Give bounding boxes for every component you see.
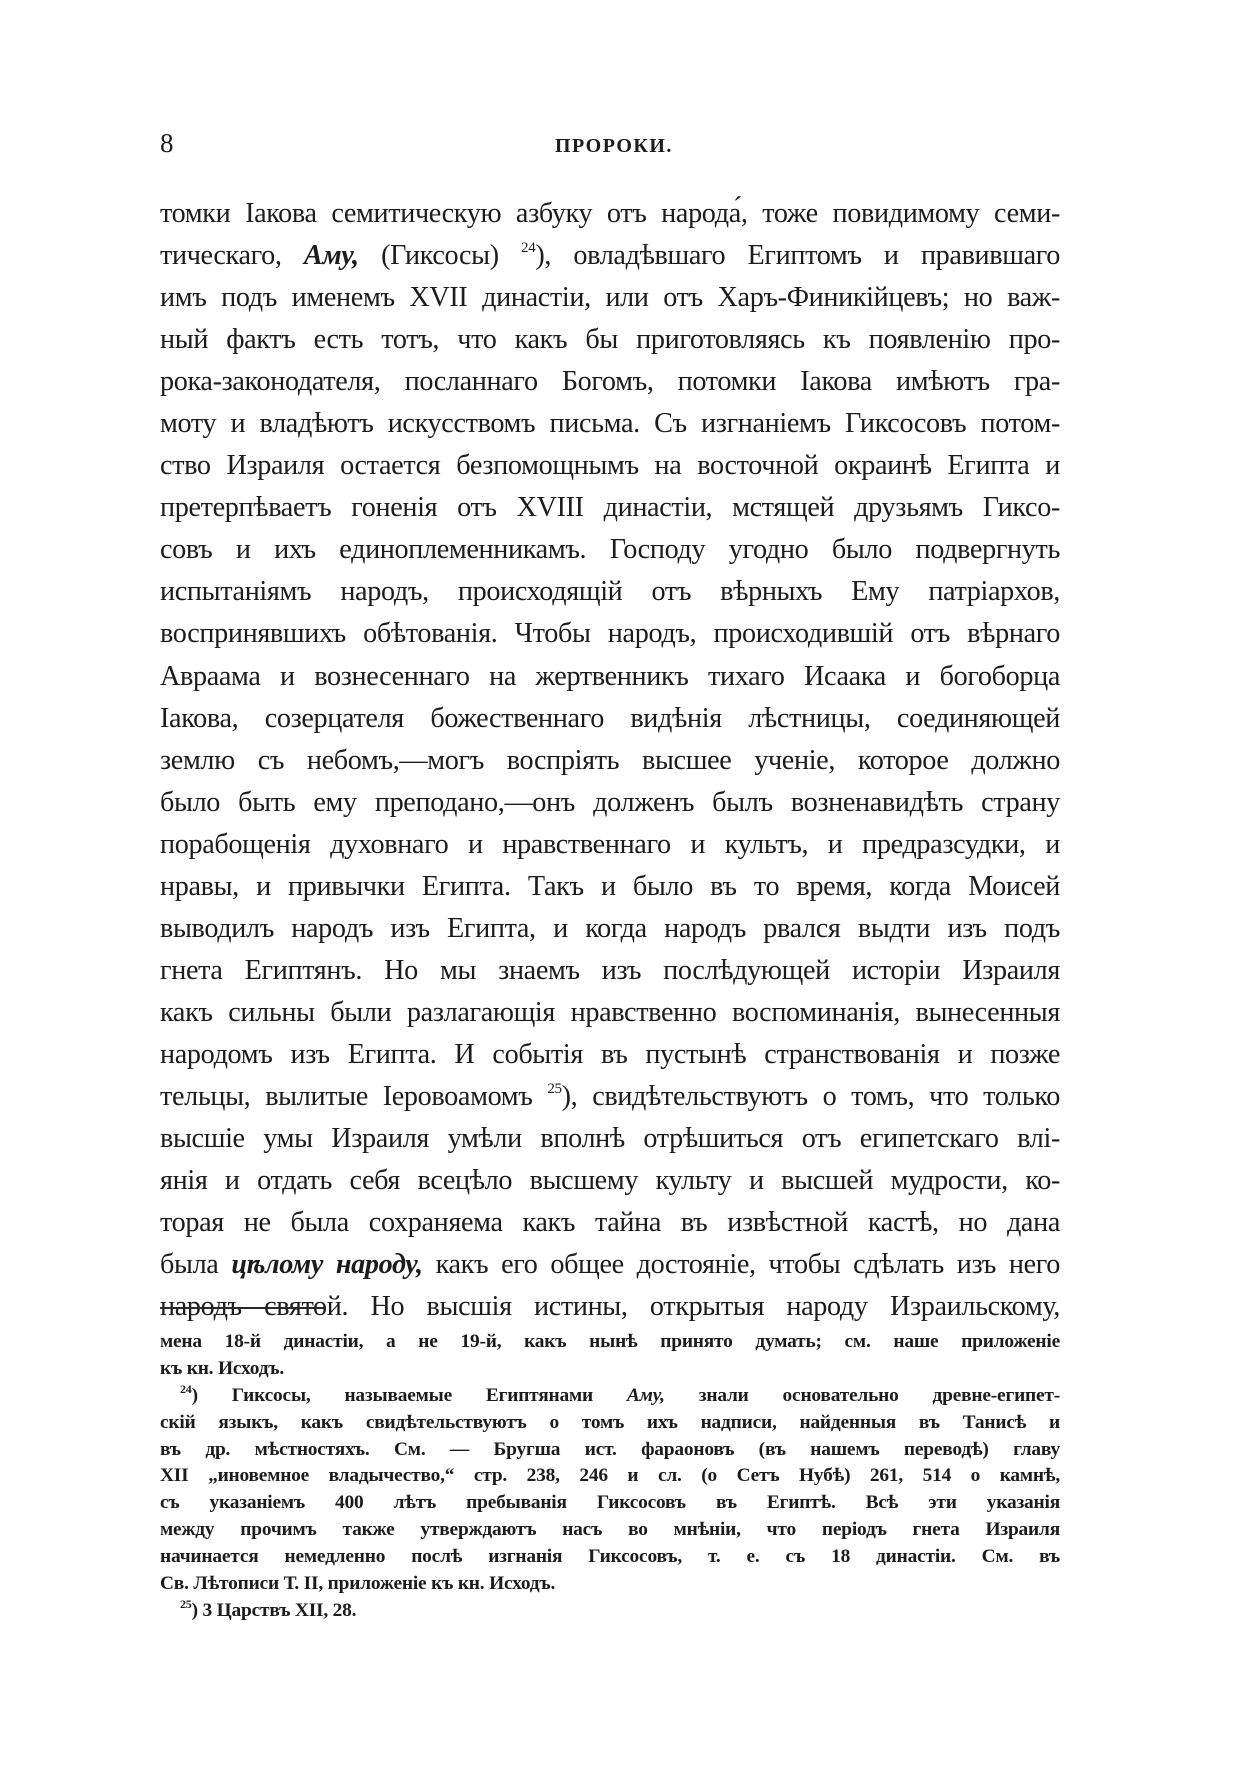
footnote-24-line-8: Св. Лѣтописи Т. II, приложеніе къ кн. Исходъ. <box>160 1573 556 1595</box>
text-line-24: янія и отдать себя всецѣло высшему культу и высшей мудрости, ко- <box>160 1165 1060 1197</box>
footnote-24-emphasis: Аму, <box>626 1384 665 1406</box>
text-line-23: высшіе умы Израиля умѣли вполнѣ отрѣшиться отъ египетскаго влі- <box>160 1123 1060 1155</box>
text-line-21: народомъ изъ Египта. И событія въ пустынѣ странствованія и позже <box>160 1038 1060 1070</box>
footnote-25-mark: 25 <box>180 1596 192 1611</box>
footnote-cont-line-1: мена 18-й династіи, а не 19-й, какъ нынѣ принято думать; см. наше приложеніе <box>160 1331 1060 1352</box>
main-text <box>160 193 1060 1328</box>
text-line-17: нравы, и привычки Египта. Такъ и было въ то время, когда Моисей <box>160 870 1060 902</box>
page-number: 8 <box>160 128 174 158</box>
text-line-22-start: тельцы, вылитые Іеровоамомъ <box>160 1080 533 1112</box>
footnote-24-text-a: ) Гиксосы, называемые Египтянами <box>191 1384 593 1406</box>
text-line-2 <box>160 235 1060 277</box>
text-line-4: ный фактъ есть тотъ, что какъ бы приготовляясь къ появленію про- <box>160 324 1060 356</box>
text-line-12: Авраама и вознесеннаго на жертвенникъ тихаго Исаака и богоборца <box>160 660 1060 692</box>
footnote-ref-25: 25 <box>547 1080 562 1097</box>
text-line-3: имъ подъ именемъ XVII династіи, или отъ Харъ-Финикійцевъ; но важ- <box>160 282 1060 314</box>
footnote-25 <box>160 1598 1060 1625</box>
text-line-9: совъ и ихъ единоплеменникамъ. Господу угодно было подвергнуть <box>160 534 1060 566</box>
text-line-20: какъ сильны были разлагающія нравственно воспоминанія, вынесенныя <box>160 996 1060 1028</box>
text-line-2-start: тическаго, <box>160 240 282 272</box>
text-line-10: испытаніямъ народъ, происходящій отъ вѣрныхъ Ему патріархов, <box>160 576 1060 608</box>
footnote-24-line-2: скій языкъ, какъ свидѣтельствуютъ о томъ ихъ надписи, найденныя въ Танисѣ и <box>160 1411 1060 1433</box>
text-line-22-tail: ), свидѣтельствуютъ о томъ, что только <box>561 1080 1060 1112</box>
text-line-26-start: была <box>160 1249 219 1281</box>
text-line-19: гнета Египтянъ. Но мы знаемъ изъ послѣдующей исторіи Израиля <box>160 954 1060 986</box>
footnote-24-mark: 24 <box>180 1381 192 1396</box>
footnote-24-line-5: съ указаніемъ 400 лѣтъ пребыванія Гиксосовъ въ Египтѣ. Всѣ эти указанія <box>160 1492 1060 1514</box>
text-line-2-paren: (Гиксосы) <box>381 240 499 272</box>
footnote-24-line-4: XII „иновемное владычество,“ стр. 238, 246 и сл. (о Сетъ Нубѣ) 261, 514 о камнѣ, <box>160 1465 1060 1487</box>
text-line-26 <box>160 1244 1060 1286</box>
footnote-25-text: ) 3 Царствъ XII, 28. <box>191 1599 357 1621</box>
footnote-separator <box>160 1307 325 1309</box>
text-line-22 <box>160 1076 1060 1118</box>
footnote-24-line-3: въ др. мѣстностяхъ. См. — Бругша ист. фараоновъ (въ нашемъ переводѣ) главу <box>160 1438 1060 1460</box>
text-line-25: торая не была сохраняема какъ тайна въ извѣстной кастѣ, но дана <box>160 1207 1060 1239</box>
footnote-24-line-1 <box>160 1383 1060 1410</box>
footnote-ref-24: 24 <box>521 240 536 257</box>
text-line-8: претерпѣваетъ гоненія отъ XVIII династіи, мстящей друзьямъ Гиксо- <box>160 492 1060 524</box>
text-line-14: землю съ небомъ,—могъ воспріять высшее ученіе, которое должно <box>160 744 1060 776</box>
footnote-24-line-6: между прочимъ также утверждаютъ насъ во мнѣніи, что періодъ гнета Израиля <box>160 1519 1060 1541</box>
text-line-5: рока-законодателя, посланнаго Богомъ, потомки Іакова имѣютъ гра- <box>160 366 1060 398</box>
footnotes <box>160 1329 1060 1625</box>
text-line-7: ство Израиля остается безпомощнымъ на восточной окраинѣ Египта и <box>160 450 1060 482</box>
emphasis-whole-people: цѣлому народу, <box>231 1249 423 1281</box>
text-line-26-tail: какъ его общее достояніе, чтобы сдѣлать изъ него <box>435 1249 1060 1281</box>
footnote-24-text-b: знали основательно древне-египет- <box>698 1384 1060 1406</box>
text-line-18: выводилъ народъ изъ Египта, и когда народъ рвался выдти изъ подъ <box>160 912 1060 944</box>
text-line-11: воспринявшихъ обѣтованія. Чтобы народъ, происходившій отъ вѣрнаго <box>160 618 1060 650</box>
footnote-24-line-7: начинается немедленно послѣ изгнанія Гиксосовъ, т. е. съ 18 династіи. См. въ <box>160 1546 1060 1568</box>
running-title: ПРОРОКИ. <box>555 135 673 157</box>
text-line-27: народъ святой. Но высшія истины, открытыя народу Израильскому, <box>160 1291 1060 1323</box>
text-line-2-tail: ), овладѣвшаго Египтомъ и правившаго <box>535 240 1060 272</box>
page-header <box>160 128 1060 168</box>
emphasis-amu: Аму, <box>303 240 359 272</box>
text-line-6: моту и владѣютъ искусствомъ письма. Съ изгнаніемъ Гиксосовъ потом- <box>160 408 1060 440</box>
text-line-16: порабощенія духовнаго и нравственнаго и культъ, и предразсудки, и <box>160 828 1060 860</box>
footnote-cont-line-2: къ кн. Исходъ. <box>160 1357 285 1379</box>
text-line-13: Іакова, созерцателя божественнаго видѣнія лѣстницы, соединяющей <box>160 702 1060 734</box>
text-line-15: было быть ему преподано,—онъ долженъ былъ возненавидѣть страну <box>160 786 1060 818</box>
text-line-1: томки Іакова семитическую азбуку отъ народа́, тоже повидимому семи- <box>160 198 1060 229</box>
